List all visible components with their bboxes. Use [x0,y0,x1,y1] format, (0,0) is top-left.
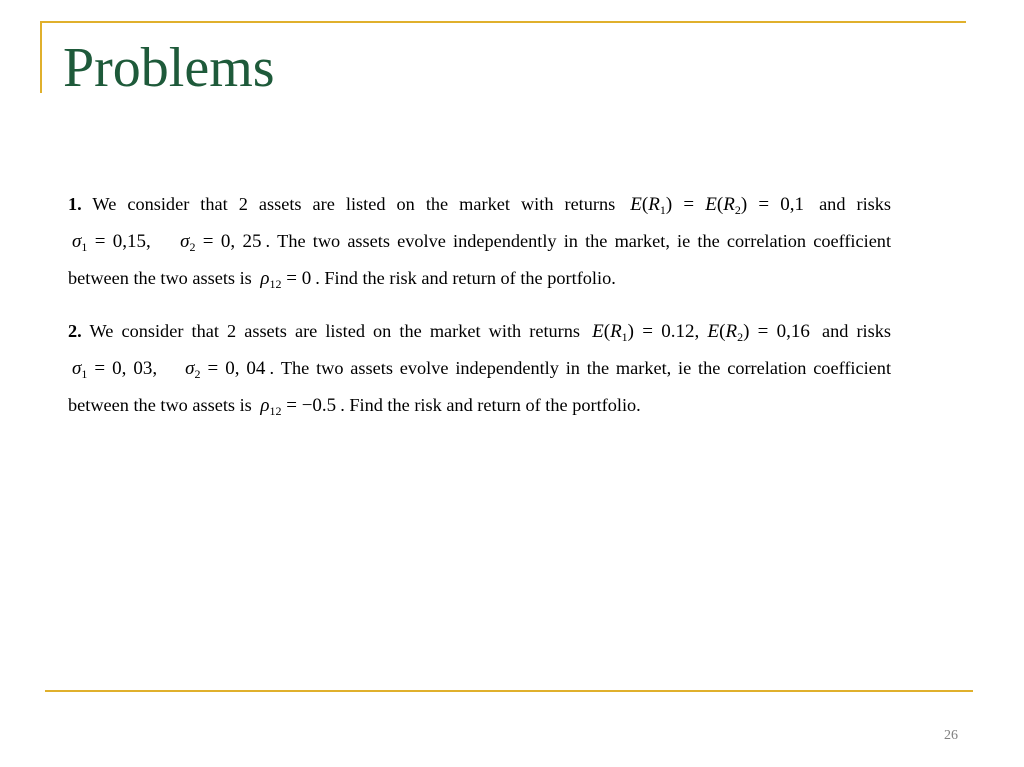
problem-1 [68,186,891,297]
problem-2-sigma2-value: 0, 04 [225,358,266,379]
frame-left-rule [40,21,42,93]
problem-1-r1-sub: 1 [659,203,666,217]
problem-2-returns-formula: $E(R_1) = 0.12$, $E(R_2) = 0,16$ [592,321,810,344]
problem-1-text-c: . The two assets evolve independently in the market, ie the correlation coefficient between the two assets is [68,231,892,288]
problem-2 [68,313,891,424]
problem-2-rho-sub: 12 [269,404,282,418]
problem-1-sigma1-value: 0,15, [112,231,151,252]
problem-1-rho-formula: $\rho_{12} = 0$ [260,268,312,291]
problem-1-rho-sub: 12 [269,277,282,291]
problem-2-sigma1-sub: 1 [81,367,88,381]
problem-2-number: 2. [68,321,82,341]
footer-rule [45,690,973,692]
slide-title: Problems [63,37,275,99]
problem-2-sigma1-value: 0, 03, [112,358,158,379]
problem-2-r2-sub: 2 [737,330,744,344]
problem-1-returns-formula: $E(R_1) = E(R_2) = 0,1$ [630,194,805,217]
problem-1-number: 1. [68,194,82,214]
problem-1-r2-sub: 2 [734,203,741,217]
problem-1-rho-value: 0 [301,268,312,289]
problem-2-rho-formula: $\rho_{12} = -0.5$ [260,395,337,418]
problem-2-text-d: . Find the risk and return of the portfolio. [340,395,641,415]
problem-1-risks-formula: $\sigma_1 = 0,15$, $\sigma_2 = 0$, 25 [72,231,262,254]
problem-1-text-a: We consider that 2 assets are listed on the market with returns [92,194,616,214]
problem-2-text-a: We consider that 2 assets are listed on the market with returns [89,321,581,341]
problem-2-risks-formula: $\sigma_1 = 0$, 03, $\sigma_2 = 0$, 04 [72,358,266,381]
problem-1-return-value: 0,1 [780,194,805,215]
problem-2-text-c: . The two assets evolve independently in the market, ie the correlation coefficient between the two assets is [68,358,892,415]
problem-2-r1-sub: 1 [621,330,628,344]
page-number: 26 [944,728,958,743]
problem-2-return-value: 0,16 [776,321,810,342]
problem-2-text-b: and risks [821,321,892,341]
problem-1-sigma2-value: 0, 25 [220,231,262,252]
frame-top-rule [40,21,966,23]
problem-2-rho-value: −0.5 [301,395,337,416]
problem-2-r1-value: 0.12, [661,321,700,342]
problem-1-text-d: . Find the risk and return of the portfolio. [315,268,616,288]
problem-1-sigma1-sub: 1 [81,240,88,254]
problem-1-text-b: and risks [819,194,892,214]
problem-1-sigma2-sub: 2 [189,240,196,254]
problems-content [68,186,891,440]
problem-2-sigma2-sub: 2 [194,367,201,381]
